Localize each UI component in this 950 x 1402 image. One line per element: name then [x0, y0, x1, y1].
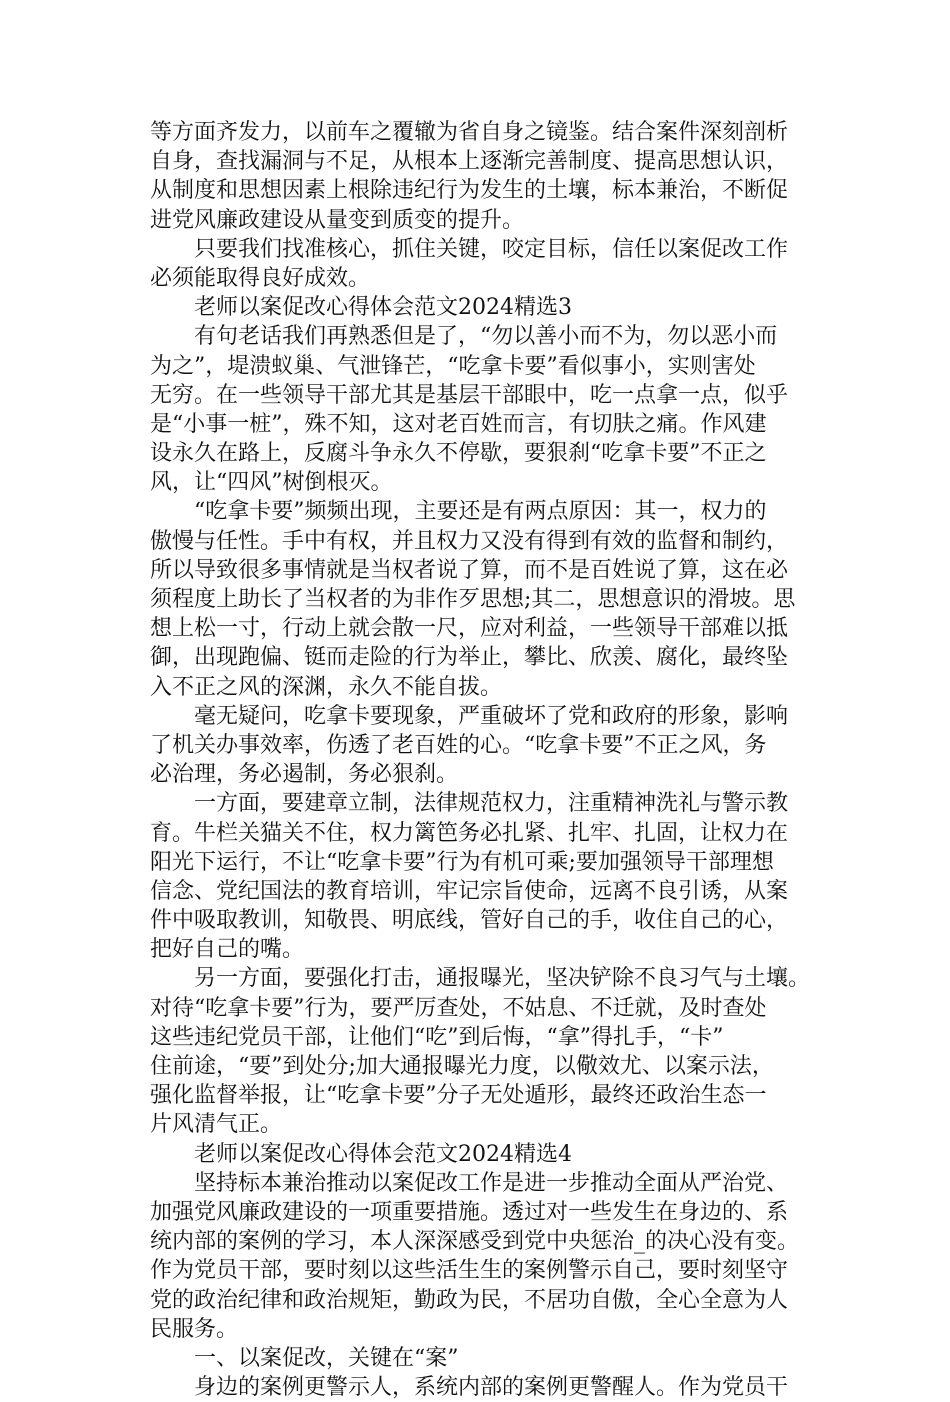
text-line: 须程度上助长了当权者的为非作歹思想;其二，思想意识的滑坡。思 [150, 587, 796, 612]
text-line: 把好自己的嘴。 [150, 937, 305, 963]
text-line: 另一方面，要强化打击，通报曝光，坚决铲除不良习气与土壤。 [194, 966, 811, 992]
text-line: 强化监督举报，让“吃拿卡要”分子无处遁形，最终还政治生态一 [150, 1083, 767, 1109]
text-line: 这些违纪党员干部，让他们“吃”到后悔，“拿”得扎手，“卡” [150, 1024, 724, 1050]
text-line: 等方面齐发力，以前车之覆辙为省自身之镜鉴。结合案件深刻剖析 [150, 120, 789, 145]
text-line: 无穷。在一些领导干部尤其是基层干部眼中，吃一点拿一点，似乎 [150, 382, 789, 408]
text-line: 一方面，要建章立制，法律规范权力，注重精神洗礼与警示教 [194, 791, 789, 817]
text-line: 一、以案促改，关键在“案” [194, 1345, 459, 1371]
text-line: 身边的案例更警示人，系统内部的案例更警醒人。作为党员干 [194, 1375, 789, 1401]
text-line: 设永久在路上，反腐斗争永久不停歇，要狠刹“吃拿卡要”不正之 [150, 441, 767, 467]
text-line: 从制度和思想因素上根除违纪行为发生的土壤，标本兼治，不断促 [150, 178, 789, 204]
text-line: 风，让“四风”树倒根灭。 [150, 470, 393, 496]
text-line: 是“小事一桩”，殊不知，这对老百姓而言，有切肤之痛。作风建 [150, 411, 767, 437]
text-line: 统内部的案例的学习，本人深深感受到党中央惩治_的决心没有变。 [150, 1229, 800, 1255]
text-line: 自身，查找漏洞与不足，从根本上逐渐完善制度、提高思想认识， [150, 149, 789, 175]
text-line: 件中吸取教训，知敬畏、明底线，管好自己的手，收住自己的心， [150, 908, 789, 934]
text-line: 对待“吃拿卡要”行为，要严厉查处，不姑息、不迁就，及时查处 [150, 995, 767, 1021]
text-line: 信念、党纪国法的教育培训，牢记宗旨使命，远离不良引诱，从案 [150, 878, 789, 904]
text-line: 御，出现跑偏、铤而走险的行为举止，攀比、欣羡、腐化，最终坠 [150, 645, 789, 671]
text-line: 民服务。 [150, 1316, 239, 1342]
text-line: 阳光下运行，不让“吃拿卡要”行为有机可乘;要加强领导干部理想 [150, 849, 774, 875]
document-body [150, 118, 820, 1402]
text-line: 片风清气正。 [150, 1112, 283, 1138]
text-line: 坚持标本兼治推动以案促改工作是进一步推动全面从严治党、 [194, 1170, 789, 1196]
text-line: 住前途，“要”到处分;加大通报曝光力度，以儆效尤、以案示法， [150, 1054, 774, 1079]
text-line: 育。牛栏关猫关不住，权力篱笆务必扎紧、扎牢、扎固，让权力在 [150, 820, 789, 846]
text-line: 毫无疑问，吃拿卡要现象，严重破坏了党和政府的形象，影响 [194, 703, 789, 729]
text-line: 了机关办事效率，伤透了老百姓的心。“吃拿卡要”不正之风，务 [150, 732, 767, 758]
text-line: 党的政治纪律和政治规矩，勤政为民，不居功自傲，全心全意为人 [150, 1287, 789, 1313]
text-line: 老师以案促改心得体会范文2024精选4 [194, 1141, 572, 1167]
text-line: 作为党员干部，要时刻以这些活生生的案例警示自己，要时刻坚守 [150, 1258, 789, 1284]
text-line: 只要我们找准核心，抓住关键，咬定目标，信任以案促改工作 [194, 236, 789, 262]
text-line: 加强党风廉政建设的一项重要措施。透过对一些发生在身边的、系 [150, 1199, 789, 1225]
text-line: 必治理，务必遏制，务必狠刹。 [150, 762, 459, 788]
text-line: 傲慢与任性。手中有权，并且权力又没有得到有效的监督和制约， [150, 528, 789, 554]
text-line: 有句老话我们再熟悉但是了，“勿以善小而不为，勿以恶小而 [194, 324, 778, 350]
text-line: 必须能取得良好成效。 [150, 265, 371, 291]
text-line: 想上松一寸，行动上就会散一尺，应对利益，一些领导干部难以抵 [150, 616, 789, 642]
text-line: 为之”，堤溃蚁巢、气泄锋芒，“吃拿卡要”看似事小，实则害处 [150, 353, 756, 379]
text-line: 老师以案促改心得体会范文2024精选3 [194, 295, 572, 321]
text-line: 进党风廉政建设从量变到质变的提升。 [150, 207, 525, 233]
text-line: 所以导致很多事情就是当权者说了算，而不是百姓说了算，这在必 [150, 557, 789, 583]
text-line: “吃拿卡要”频频出现，主要还是有两点原因：其一，权力的 [194, 499, 767, 525]
text-line: 入不正之风的深渊，永久不能自拔。 [150, 674, 503, 700]
